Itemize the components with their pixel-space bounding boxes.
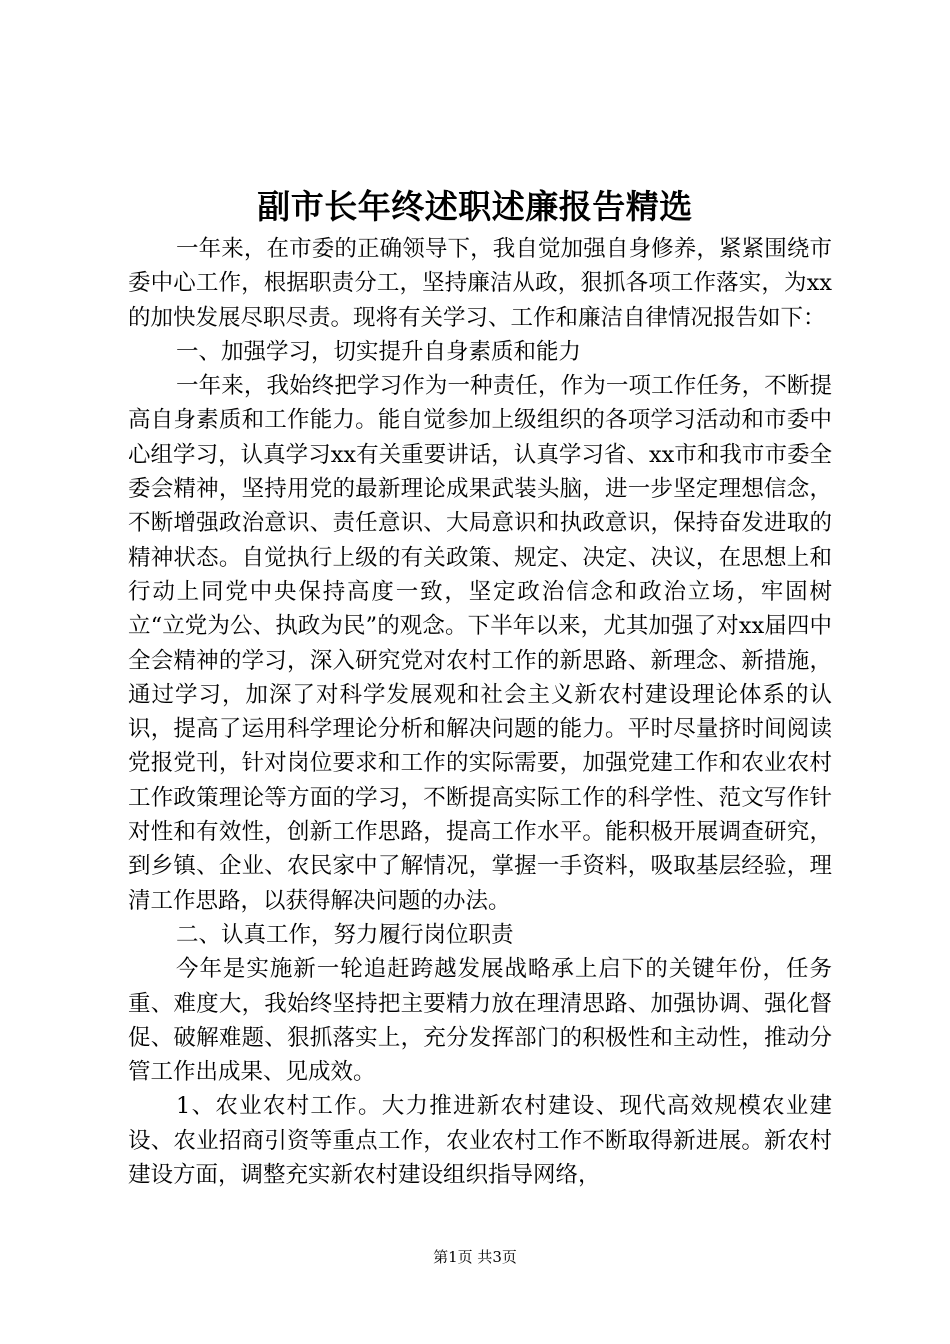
paragraph-study: 一年来，我始终把学习作为一种责任，作为一项工作任务，不断提高自身素质和工作能力。能自觉参加上级组织的各项学习活动和市委中心组学习，认真学习xx有关重要讲话，认真学习省、xx市和我市市委全委会精神，坚持用党的最新理论成果武装头脑，进一步坚定理想信念，不断增强政治意识、责任意识、大局意识和执政意识，保持奋发进取的精神状态。自觉执行上级的有关政策、规定、决定、决议，在思想上和行动上同党中央保持高度一致，坚定政治信念和政治立场，牢固树立“立党为公、执政为民”的观念。下半年以来，尤其加强了对xx届四中全会精神的学习，深入研究党对农村工作的新思路、新理念、新措施，通过学习，加深了对科学发展观和社会主义新农村建设理论体系的认识，提高了运用科学理论分析和解决问题的能力。平时尽量挤时间阅读党报党刊，针对岗位要求和工作的实际需要，加强党建工作和农业农村工作政策理论等方面的学习，不断提高实际工作的科学性、范文写作针对性和有效性，创新工作思路，提高工作水平。能积极开展调查研究，到乡镇、企业、农民家中了解情况，掌握一手资料，吸取基层经验，理清工作思路，以获得解决问题的办法。 [128, 373, 832, 914]
page-number-footer: 第1页 共3页 [433, 1248, 517, 1266]
paragraph-intro: 一年来，在市委的正确领导下，我自觉加强自身修养，紧紧围绕市委中心工作，根据职责分工，坚持廉洁从政，狠抓各项工作落实，为xx的加快发展尽职尽责。现将有关学习、工作和廉洁自律情况报告如下： [128, 236, 832, 331]
document-title: 副市长年终述职述廉报告精选 [257, 187, 693, 226]
paragraph-work: 今年是实施新一轮追赶跨越发展战略承上启下的关键年份，任务重、难度大，我始终坚持把主要精力放在理清思路、加强协调、强化督促、破解难题、狠抓落实上，充分发挥部门的积极性和主动性，推动分管工作出成果、见成效。 [128, 956, 832, 1086]
section-heading-1: 一、加强学习，切实提升自身素质和能力 [176, 338, 582, 365]
paragraph-agriculture: 1、农业农村工作。大力推进新农村建设、现代高效规模农业建设、农业招商引资等重点工作，农业农村工作不断取得新进展。新农村建设方面，调整充实新农村建设组织指导网络， [128, 1093, 832, 1189]
document-body [128, 232, 832, 1192]
section-heading-2: 二、认真工作，努力履行岗位职责 [176, 921, 514, 948]
